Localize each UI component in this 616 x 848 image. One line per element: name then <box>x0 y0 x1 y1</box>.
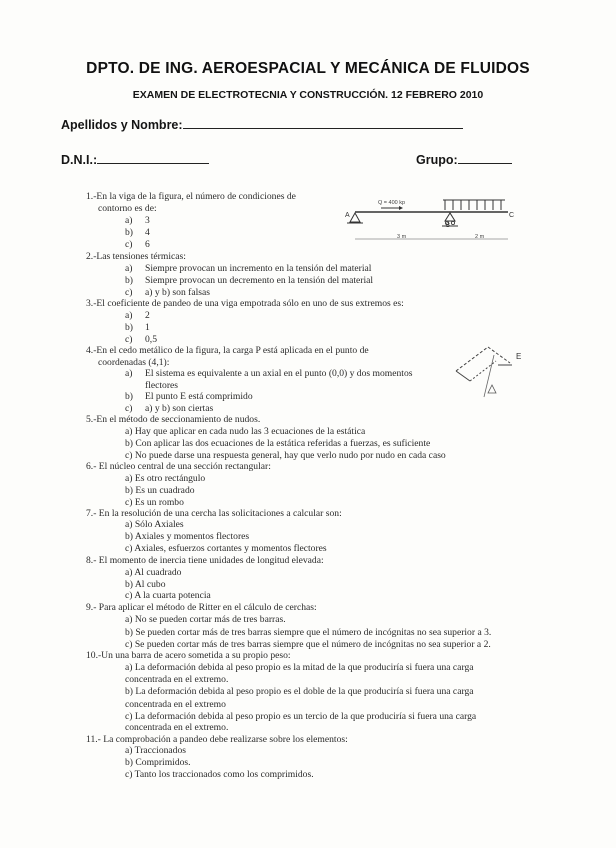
distributed-load-arrows <box>445 200 501 210</box>
option-text: 1 <box>145 322 150 333</box>
question-6-text: 6.- El núcleo central de una sección rectangular: <box>86 461 271 472</box>
question-11-option[interactable] <box>125 745 186 757</box>
point-load-arrowhead <box>399 206 403 210</box>
option-text: c) Se pueden cortar más de tres barras siempre que el número de incógnitas no sea superior a 2. <box>125 639 491 650</box>
question-7-option[interactable] <box>125 519 184 531</box>
question-3-option[interactable] <box>125 322 150 334</box>
question-10-option[interactable] <box>125 674 228 686</box>
option-text: El sistema es equivalente a un axial en el punto (0,0) y dos momentos <box>145 368 413 379</box>
question-7-text: 7.- En la resolución de una cercha las solicitaciones a calcular son: <box>86 508 342 519</box>
option-letter: a) <box>125 263 133 274</box>
option-letter: c) <box>125 403 133 414</box>
question-6-option[interactable] <box>125 485 195 497</box>
question-1-text: contorno es de: <box>98 203 157 214</box>
question-5-text: 5.-En el método de seccionamiento de nudos. <box>86 414 261 425</box>
option-letter: b) <box>125 322 133 333</box>
question-2-text: 2.-Las tensiones térmicas: <box>86 251 186 262</box>
beam-label-a: A <box>345 212 350 219</box>
exam-title: EXAMEN DE ELECTROTECNIA Y CONSTRUCCIÓN. 12 FEBRERO 2010 <box>132 89 484 101</box>
question-11-option[interactable] <box>125 769 314 781</box>
option-text: Siempre provocan un decremento en la tensión del material <box>145 275 374 286</box>
group-field <box>416 151 512 167</box>
option-text: 2 <box>145 310 150 321</box>
group-label: Grupo: <box>416 153 458 167</box>
question-1-option[interactable] <box>125 239 150 251</box>
option-letter: a) <box>125 215 133 226</box>
option-text: b) La deformación debida al peso propio es el doble de la que produciría si fuera una carga <box>125 686 474 697</box>
beam-label-b: B <box>446 223 451 229</box>
option-text: b) Al cubo <box>125 579 166 590</box>
option-letter: b) <box>125 275 133 286</box>
question-10-option[interactable] <box>125 686 474 698</box>
department-title: DPTO. DE ING. AEROESPACIAL Y MECÁNICA DE FLUIDOS <box>86 60 530 77</box>
name-label: Apellidos y Nombre: <box>61 118 183 132</box>
option-text: c) Axiales, esfuerzos cortantes y momentos flectores <box>125 543 327 554</box>
dimension-2-label: 2 m <box>475 234 485 240</box>
question-6-option[interactable] <box>125 473 205 485</box>
option-text: c) La deformación debida al peso propio es un tercio de la que produciría si fuera una carga <box>125 711 477 722</box>
option-text: a) y b) son falsas <box>145 287 211 298</box>
option-text: a) y b) son ciertas <box>145 403 214 414</box>
question-3-option[interactable] <box>125 310 150 322</box>
option-text: a) No se pueden cortar más de tres barras. <box>125 614 286 625</box>
option-text: c) A la cuarta potencia <box>125 590 211 601</box>
option-text: El punto E está comprimido <box>145 391 253 402</box>
option-text: c) Tanto los traccionados como los comprimidos. <box>125 769 314 780</box>
question-5-option[interactable] <box>125 438 430 450</box>
option-text: Siempre provocan un incremento en la tensión del material <box>145 263 372 274</box>
option-text: a) Sólo Axiales <box>125 519 184 530</box>
question-3-text: 3.-El coeficiente de pandeo de una viga empotrada sólo en uno de sus extremos es: <box>86 298 404 309</box>
option-text: c) Es un rombo <box>125 497 184 508</box>
question-11-text: 11.- La comprobación a pandeo debe realizarse sobre los elementos: <box>86 734 348 745</box>
option-text: c) No puede darse una respuesta general, hay que verlo nudo por nudo en cada caso <box>125 450 446 461</box>
frame-member-2 <box>488 347 510 363</box>
question-4-text: 4.-En el cedo metálico de la figura, la carga P está aplicada en el punto de <box>86 345 369 356</box>
question-10-option[interactable] <box>125 699 226 711</box>
question-1-text: 1.-En la viga de la figura, el número de condiciones de <box>86 191 296 202</box>
option-text: 3 <box>145 215 150 226</box>
group-blank-line[interactable] <box>458 151 512 164</box>
dni-blank-line[interactable] <box>97 151 209 164</box>
option-letter: c) <box>125 334 133 345</box>
question-2-option[interactable] <box>125 263 371 275</box>
question-4-option[interactable] <box>125 391 253 403</box>
option-text: flectores <box>145 380 179 391</box>
option-letter: b) <box>125 227 133 238</box>
question-9-text: 9.- Para aplicar el método de Ritter en el cálculo de cerchas: <box>86 602 317 613</box>
question-4-option[interactable] <box>125 368 413 380</box>
question-4-text: coordenadas (4,1): <box>98 357 170 368</box>
option-text: b) Comprimidos. <box>125 757 191 768</box>
option-text: a) La deformación debida al peso propio es la mitad de la que produciría si fuera una carga <box>125 662 474 673</box>
option-letter: b) <box>125 391 133 402</box>
question-7-option[interactable] <box>125 531 249 543</box>
question-2-option[interactable] <box>125 275 373 287</box>
option-text: b) Es un cuadrado <box>125 485 195 496</box>
option-text: a) Hay que aplicar en cada nudo las 3 ecuaciones de la estática <box>125 426 366 437</box>
option-letter: a) <box>125 368 133 379</box>
option-text: concentrada en el extremo. <box>125 722 229 733</box>
frame-member-1 <box>456 347 488 371</box>
question-11-option[interactable] <box>125 757 191 769</box>
point-load-label: Q = 400 kp <box>378 200 406 206</box>
frame-member-3 <box>456 371 470 381</box>
dni-label: D.N.I.: <box>61 153 98 167</box>
option-text: concentrada en el extremo <box>125 699 226 710</box>
name-blank-line[interactable] <box>183 116 463 129</box>
question-9-option[interactable] <box>125 627 491 639</box>
question-10-text: 10.-Un una barra de acero sometida a su propio peso: <box>86 650 291 661</box>
option-text: b) Con aplicar las dos ecuaciones de la estática referidas a fuerzas, es suficiente <box>125 438 431 449</box>
beam-figure <box>345 196 520 248</box>
question-10-option[interactable] <box>125 722 228 734</box>
option-letter: a) <box>125 310 133 321</box>
question-10-option[interactable] <box>125 662 474 674</box>
option-text: 4 <box>145 227 150 238</box>
name-field <box>61 116 463 132</box>
option-text: 0,5 <box>145 334 157 345</box>
option-letter: c) <box>125 287 133 298</box>
question-8-option[interactable] <box>125 590 211 602</box>
question-8-text: 8.- El momento de inercia tiene unidades de longitud elevada: <box>86 555 324 566</box>
option-letter: c) <box>125 239 133 250</box>
option-text: b) Axiales y momentos flectores <box>125 531 250 542</box>
frame-figure <box>448 335 528 407</box>
question-5-option[interactable] <box>125 426 365 438</box>
option-text: 6 <box>145 239 150 250</box>
dni-field <box>61 151 209 167</box>
question-1-option[interactable] <box>125 215 150 227</box>
beam-label-c: C <box>509 212 515 219</box>
question-8-option[interactable] <box>125 567 181 579</box>
question-7-option[interactable] <box>125 543 327 555</box>
question-9-option[interactable] <box>125 614 286 626</box>
roller-support-b <box>445 213 455 221</box>
frame-label-e: E <box>516 352 522 361</box>
pin-support-a <box>350 213 360 222</box>
option-text: concentrada en el extremo. <box>125 674 229 685</box>
option-text: a) Al cuadrado <box>125 567 182 578</box>
dimension-1-label: 3 m <box>397 234 407 240</box>
option-text: a) Es otro rectángulo <box>125 473 206 484</box>
frame-support <box>488 385 496 393</box>
option-text: a) Traccionados <box>125 745 187 756</box>
option-text: b) Se pueden cortar más de tres barras siempre que el número de incógnitas no sea superior a 3. <box>125 627 492 638</box>
question-1-option[interactable] <box>125 227 150 239</box>
